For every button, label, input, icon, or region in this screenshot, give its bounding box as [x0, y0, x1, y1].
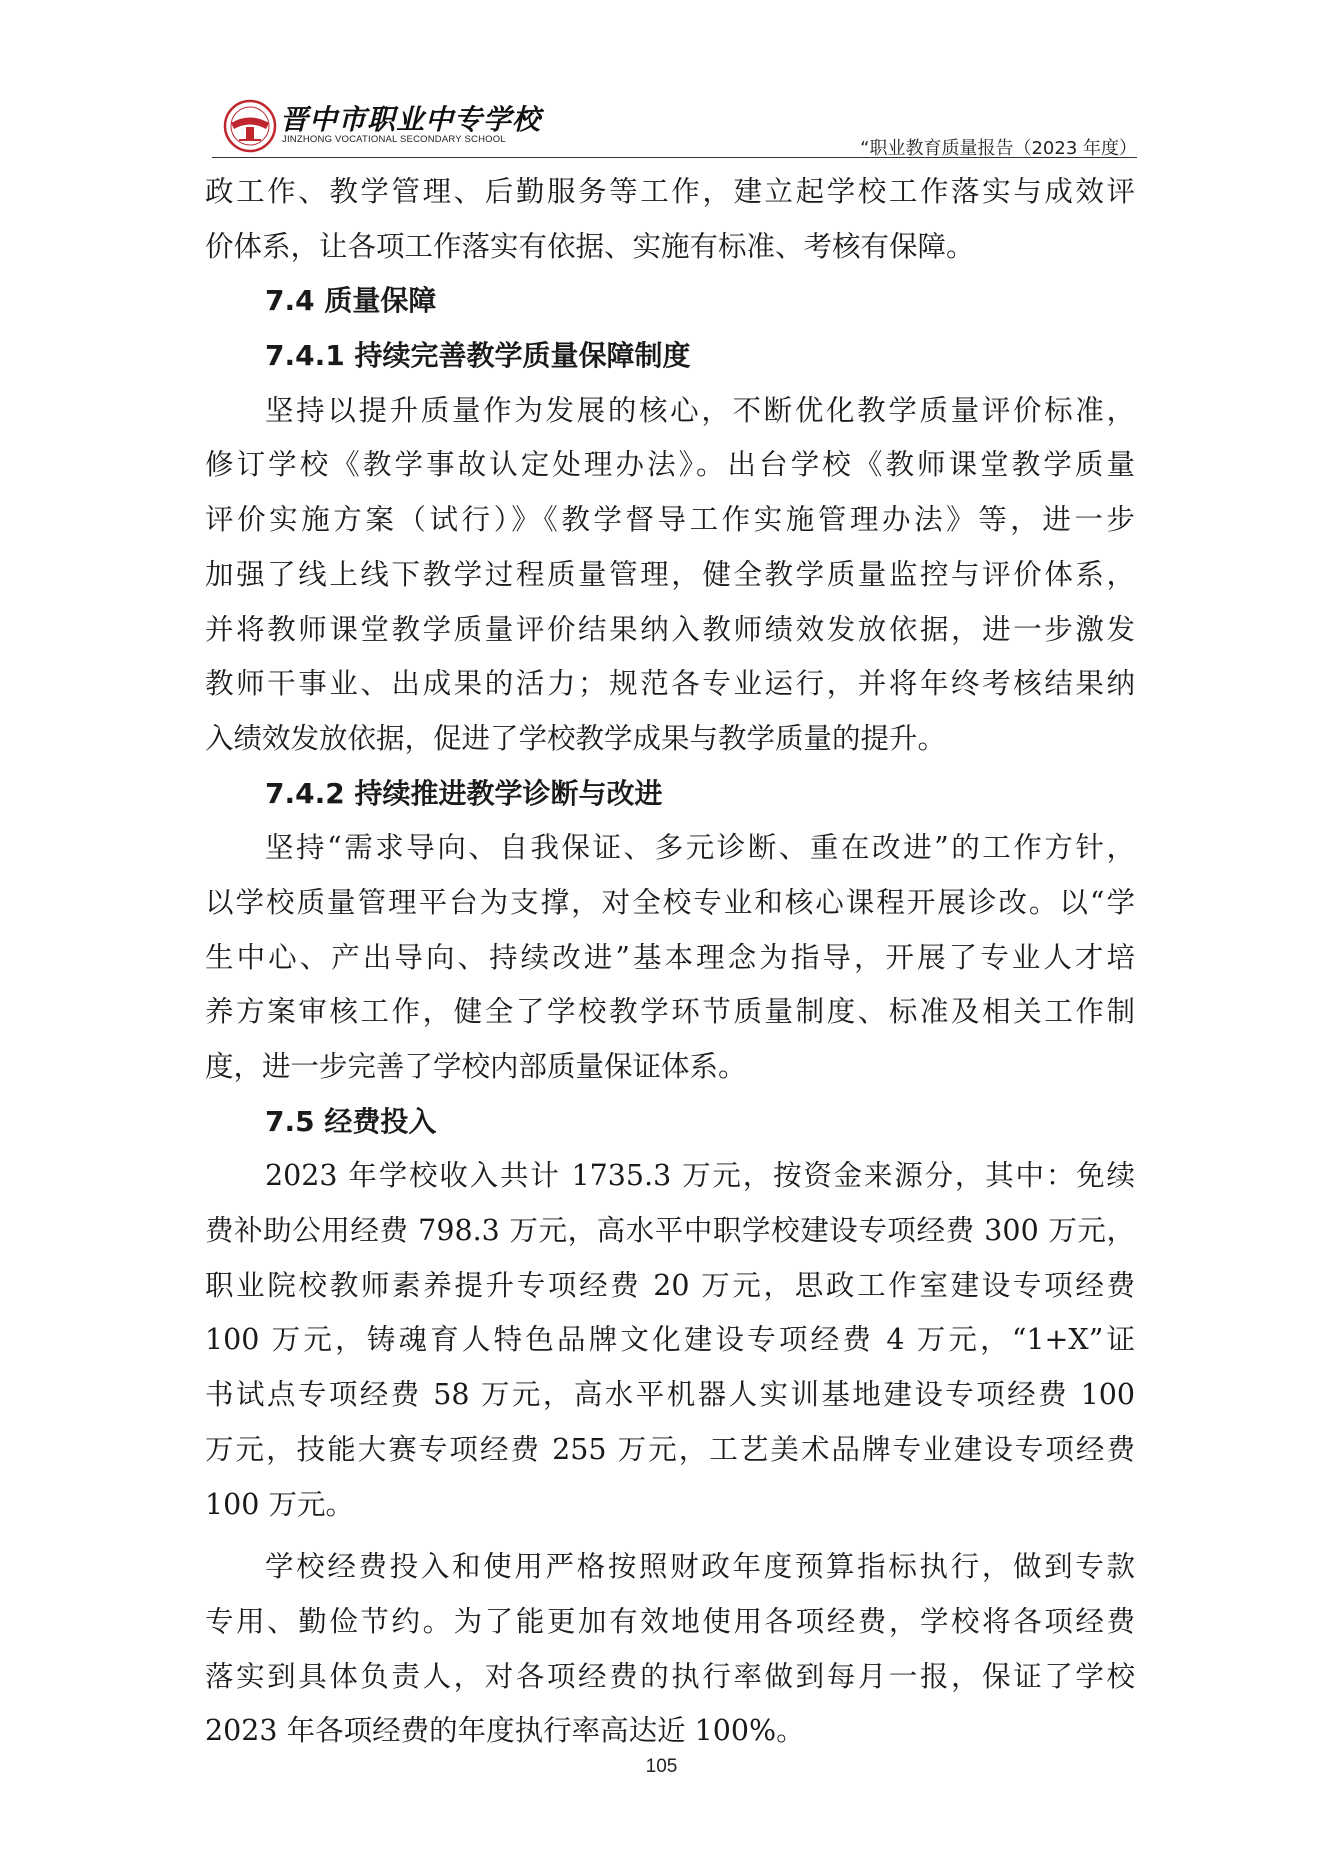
section-heading: 7.4 质量保障: [265, 284, 437, 318]
subsection-heading: 7.4.1 持续完善教学质量保障制度: [265, 339, 691, 373]
text-line: 职业院校教师素养提升专项经费 20 万元，思政工作室建设专项经费: [205, 1268, 1135, 1302]
document-body: [205, 165, 1135, 1759]
text-line: 学校经费投入和使用严格按照财政年度预算指标执行，做到专款: [265, 1550, 1135, 1584]
text-line: 落实到具体负责人，对各项经费的执行率做到每月一报，保证了学校: [205, 1659, 1135, 1693]
text-line: 费补助公用经费 798.3 万元，高水平中职学校建设专项经费 300 万元，: [205, 1214, 1135, 1248]
text-line: 以学校质量管理平台为支撑，对全校专业和核心课程开展诊改。以“学: [205, 885, 1135, 919]
text-line: 2023 年学校收入共计 1735.3 万元，按资金来源分，其中：免续: [265, 1159, 1135, 1193]
text-line: 专用、勤俭节约。为了能更加有效地使用各项经费，学校将各项经费: [205, 1604, 1135, 1638]
text-line: 书试点专项经费 58 万元，高水平机器人实训基地建设专项经费 100: [205, 1378, 1135, 1412]
text-line: 坚持以提升质量作为发展的核心，不断优化教学质量评价标准，: [265, 393, 1135, 427]
text-line: 养方案审核工作，健全了学校教学环节质量制度、标准及相关工作制: [205, 995, 1135, 1029]
text-line: 修订学校《教学事故认定处理办法》。出台学校《教师课堂教学质量: [205, 448, 1135, 482]
text-line: 2023 年各项经费的年度执行率高达近 100%。: [205, 1714, 805, 1748]
text-line: 价体系，让各项工作落实有依据、实施有标准、考核有保障。: [205, 229, 975, 263]
school-name-cn: 晋中市职业中专学校: [280, 103, 542, 136]
text-line: 坚持“需求导向、自我保证、多元诊断、重在改进”的工作方针，: [265, 831, 1135, 865]
header-divider: [212, 157, 1137, 158]
text-line: 评价实施方案（试行）》《教学督导工作实施管理办法》等，进一步: [205, 503, 1135, 537]
text-line: 并将教师课堂教学质量评价结果纳入教师绩效发放依据，进一步激发: [205, 612, 1135, 646]
text-line: 加强了线上线下教学过程质量管理，健全教学质量监控与评价体系，: [205, 557, 1135, 591]
text-line: 100 万元，铸魂育人特色品牌文化建设专项经费 4 万元，“1+X”证: [205, 1323, 1135, 1357]
text-line: 万元，技能大赛专项经费 255 万元，工艺美术品牌专业建设专项经费: [205, 1432, 1135, 1466]
subsection-heading: 7.4.2 持续推进教学诊断与改进: [265, 776, 663, 810]
text-line: 度，进一步完善了学校内部质量保证体系。: [205, 1050, 747, 1083]
text-line: 政工作、教学管理、后勤服务等工作，建立起学校工作落实与成效评: [205, 175, 1135, 208]
school-emblem-icon: [222, 98, 278, 154]
page-number: 105: [645, 1756, 678, 1777]
section-heading: 7.5 经费投入: [265, 1104, 437, 1138]
text-line: 入绩效发放依据，促进了学校教学成果与教学质量的提升。: [205, 721, 947, 755]
text-line: 100 万元。: [205, 1487, 354, 1521]
report-title: “职业教育质量报告（2023 年度）: [860, 138, 1137, 159]
page-header: [212, 88, 1137, 160]
school-name-en: JINZHONG VOCATIONAL SECONDARY SCHOOL: [282, 134, 506, 145]
text-line: 教师干事业、出成果的活力；规范各专业运行，并将年终考核结果纳: [205, 667, 1135, 701]
text-line: 生中心、产出导向、持续改进”基本理念为指导，开展了专业人才培: [205, 940, 1135, 974]
